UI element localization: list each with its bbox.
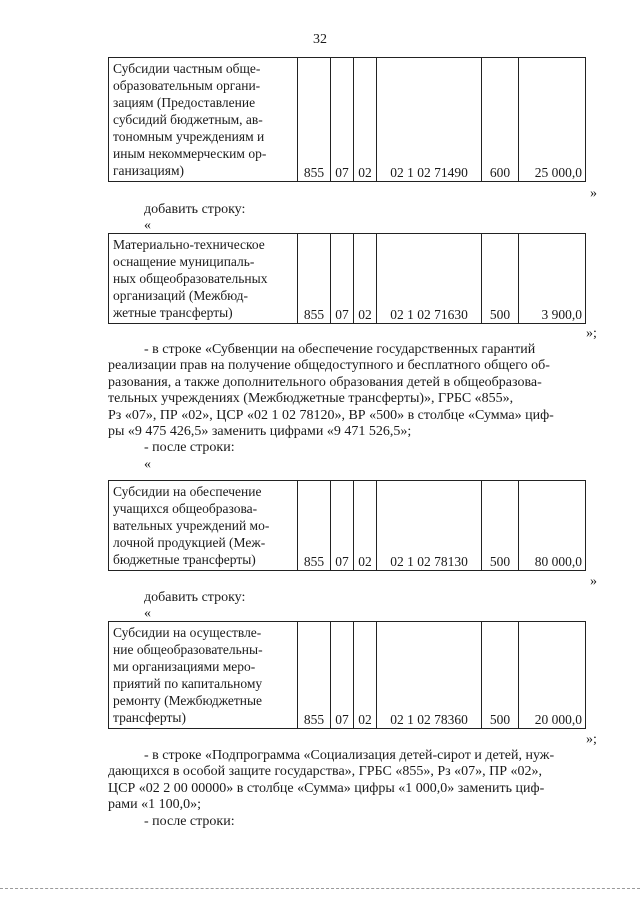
row-name: Субсидии на обеспечение учащихся общеобразова- вательных учреждений мо- лочной продукцией (Меж- бюджетные трансферты) (109, 481, 298, 571)
grbs-cell: 855 (298, 622, 331, 729)
rz-cell: 07 (331, 481, 354, 571)
page-number: 32 (313, 32, 327, 47)
table-row (109, 622, 586, 729)
budget-table-4 (108, 621, 586, 729)
vr-cell: 600 (482, 58, 519, 182)
pr-cell: 02 (354, 58, 377, 182)
pr-cell: 02 (354, 234, 377, 324)
csr-cell: 02 1 02 78130 (377, 481, 482, 571)
budget-table-3 (108, 480, 586, 571)
sum-cell: 3 900,0 (519, 234, 586, 324)
after-row-label: - после строки: (144, 440, 235, 456)
table-row (109, 58, 586, 182)
pr-cell: 02 (354, 622, 377, 729)
vr-cell: 500 (482, 234, 519, 324)
csr-cell: 02 1 02 71490 (377, 58, 482, 182)
row-name: Субсидии частным обще- образовательным органи- зациям (Предоставление субсидий бюджетным, ав- тономным учреждениям и иным некоммерческим ор- ганизациям) (109, 58, 298, 182)
rz-cell: 07 (331, 58, 354, 182)
vr-cell: 500 (482, 481, 519, 571)
closing-quote: » (590, 574, 597, 589)
closing-quote: »; (586, 732, 597, 747)
rz-cell: 07 (331, 622, 354, 729)
vr-cell: 500 (482, 622, 519, 729)
closing-quote: » (590, 186, 597, 201)
table-row (109, 234, 586, 324)
opening-quote: « (144, 606, 151, 621)
budget-table-1 (108, 57, 586, 182)
closing-quote: »; (586, 326, 597, 341)
opening-quote: « (144, 456, 151, 472)
paragraph-amendment-2: - в строке «Подпрограмма «Социализация детей-сирот и детей, нуж- дающихся в особой защите государства», ГРБС «855», Рз «07», ПР «02», ЦСР «02 2 00 00000» в столбце «Сумма» цифры «1 000,0» заменить циф- рами «1 100,0»; - после строки: (108, 748, 598, 830)
grbs-cell: 855 (298, 234, 331, 324)
csr-cell: 02 1 02 78360 (377, 622, 482, 729)
row-name: Субсидии на осуществле- ние общеобразовательны- ми организациями меро- приятий по капитальному ремонту (Межбюджетные трансферты) (109, 622, 298, 729)
grbs-cell: 855 (298, 481, 331, 571)
sum-cell: 80 000,0 (519, 481, 586, 571)
rz-cell: 07 (331, 234, 354, 324)
after-row-label: - после строки: (144, 813, 235, 829)
instruction-add-row: добавить строку: (144, 590, 246, 605)
scan-edge-line (0, 888, 640, 889)
csr-cell: 02 1 02 71630 (377, 234, 482, 324)
sum-cell: 20 000,0 (519, 622, 586, 729)
budget-table-2 (108, 233, 586, 324)
grbs-cell: 855 (298, 58, 331, 182)
paragraph-amendment-1: - в строке «Субвенции на обеспечение государственных гарантий реализации прав на получение общедоступного и бесплатного общего об- разования, а также дополнительного образования детей в общеобразова- тельных учреждениях (Межбюджетные трансферты)», ГРБС «855», Рз «07», ПР «02», ЦСР «02 1 02 78120», ВР «500» в столбце «Сумма» циф- ры «9 475 426,5» заменить цифрами «9 471 526,5»; - после строки: « (108, 342, 598, 473)
sum-cell: 25 000,0 (519, 58, 586, 182)
row-name: Материально-техническое оснащение муниципаль- ных общеобразовательных организаций (Межбюд- жетные трансферты) (109, 234, 298, 324)
instruction-add-row: добавить строку: (144, 202, 246, 217)
pr-cell: 02 (354, 481, 377, 571)
table-row (109, 481, 586, 571)
opening-quote: « (144, 218, 151, 233)
